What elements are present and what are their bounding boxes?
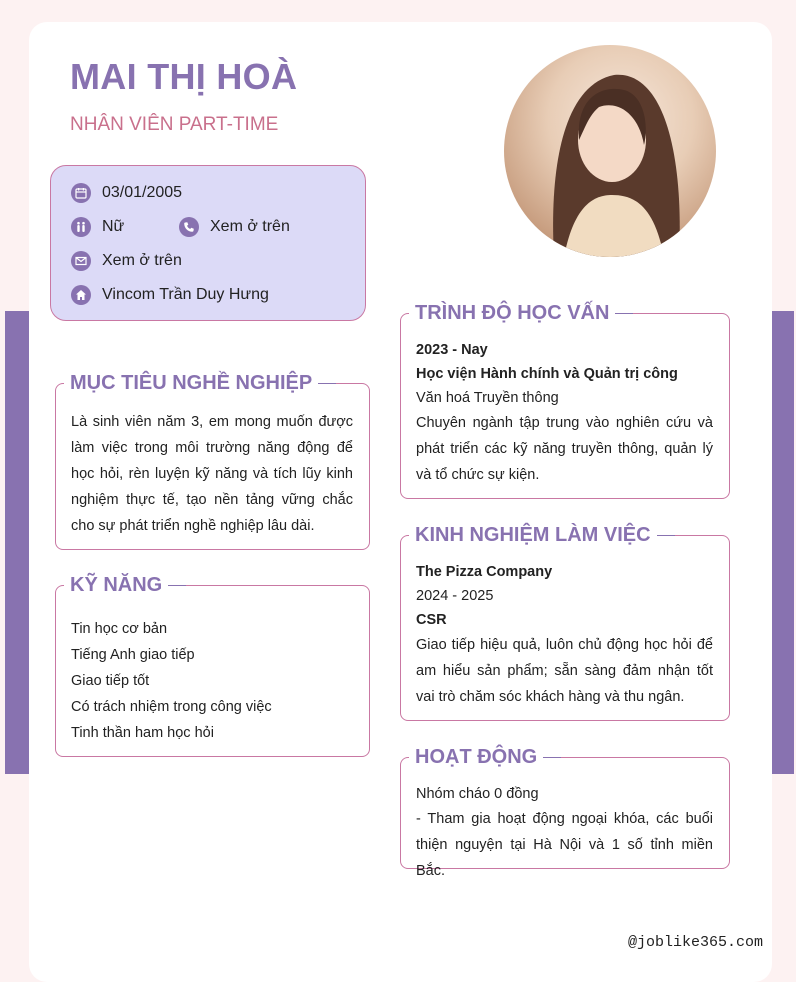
education-title: TRÌNH ĐỘ HỌC VẤN xyxy=(409,300,615,326)
candidate-name: MAI THỊ HOÀ xyxy=(70,56,298,97)
profile-photo xyxy=(504,45,716,257)
education-body xyxy=(416,338,713,488)
education-description: Chuyên ngành tập trung vào nghiên cứu và phát triển các kỹ năng truyền thông, quản lý và tổ chức sự kiện. xyxy=(416,415,713,483)
gender-row xyxy=(71,217,124,237)
email-row xyxy=(71,251,182,271)
candidate-role: NHÂN VIÊN PART-TIME xyxy=(70,114,279,135)
experience-description: Giao tiếp hiệu quả, luôn chủ động học hỏi để am hiểu sản phẩm; sẵn sàng đảm nhận tốt vai trò chăm sóc khách hàng và thu ngân. xyxy=(416,637,713,705)
experience-body xyxy=(416,560,713,710)
watermark: @joblike365.com xyxy=(627,934,763,951)
contact-box xyxy=(50,165,366,321)
experience-section xyxy=(400,524,730,721)
education-major: Văn hoá Truyền thông xyxy=(416,390,559,406)
birthdate-value: 03/01/2005 xyxy=(102,184,183,201)
left-decor-band xyxy=(5,311,29,774)
experience-period: 2024 - 2025 xyxy=(416,588,494,604)
address-value: Vincom Trần Duy Hưng xyxy=(102,286,269,303)
activities-section xyxy=(400,746,730,879)
activities-title: HOẠT ĐỘNG xyxy=(409,744,543,770)
skill-item: Tiếng Anh giao tiếp xyxy=(71,647,195,663)
education-school: Học viện Hành chính và Quản trị công xyxy=(416,366,678,382)
experience-position: CSR xyxy=(416,612,447,628)
gender-value: Nữ xyxy=(102,218,125,235)
skills-list xyxy=(71,616,353,746)
activities-description: - Tham gia hoạt động ngoại khóa, các buổi thiện nguyện tại Hà Nội và 1 số tỉnh miền Bắc. xyxy=(416,811,713,879)
education-section xyxy=(400,302,730,499)
gender-icon xyxy=(71,217,91,237)
objective-section xyxy=(55,372,370,550)
phone-value[interactable]: Xem ở trên xyxy=(210,218,290,235)
education-period: 2023 - Nay xyxy=(416,342,488,358)
experience-title: KINH NGHIỆM LÀM VIỆC xyxy=(409,522,657,548)
birthdate-row xyxy=(71,183,182,203)
right-decor-band xyxy=(772,311,794,774)
phone-icon xyxy=(179,217,199,237)
objective-text: Là sinh viên năm 3, em mong muốn được làm việc trong môi trường năng động để học hỏi, rèn luyện kỹ năng và tích lũy kinh nghiệm thực tế, tạo nền tảng vững chắc cho sự phát triển nghề nghiệp lâu dài. xyxy=(71,414,353,534)
calendar-icon xyxy=(71,183,91,203)
skill-item: Giao tiếp tốt xyxy=(71,673,150,689)
skill-item: Có trách nhiệm trong công việc xyxy=(71,699,272,715)
home-icon xyxy=(71,285,91,305)
mail-icon xyxy=(71,251,91,271)
skill-item: Tinh thần ham học hỏi xyxy=(71,725,214,741)
activities-body xyxy=(416,782,713,884)
objective-title: MỤC TIÊU NGHỀ NGHIỆP xyxy=(64,370,318,396)
experience-company: The Pizza Company xyxy=(416,564,553,580)
skills-section xyxy=(55,574,370,757)
email-value[interactable]: Xem ở trên xyxy=(102,252,182,269)
address-row xyxy=(71,285,269,305)
activities-group: Nhóm cháo 0 đồng xyxy=(416,786,539,802)
phone-row xyxy=(179,217,290,237)
skills-title: KỸ NĂNG xyxy=(64,572,168,598)
skill-item: Tin học cơ bản xyxy=(71,621,168,637)
